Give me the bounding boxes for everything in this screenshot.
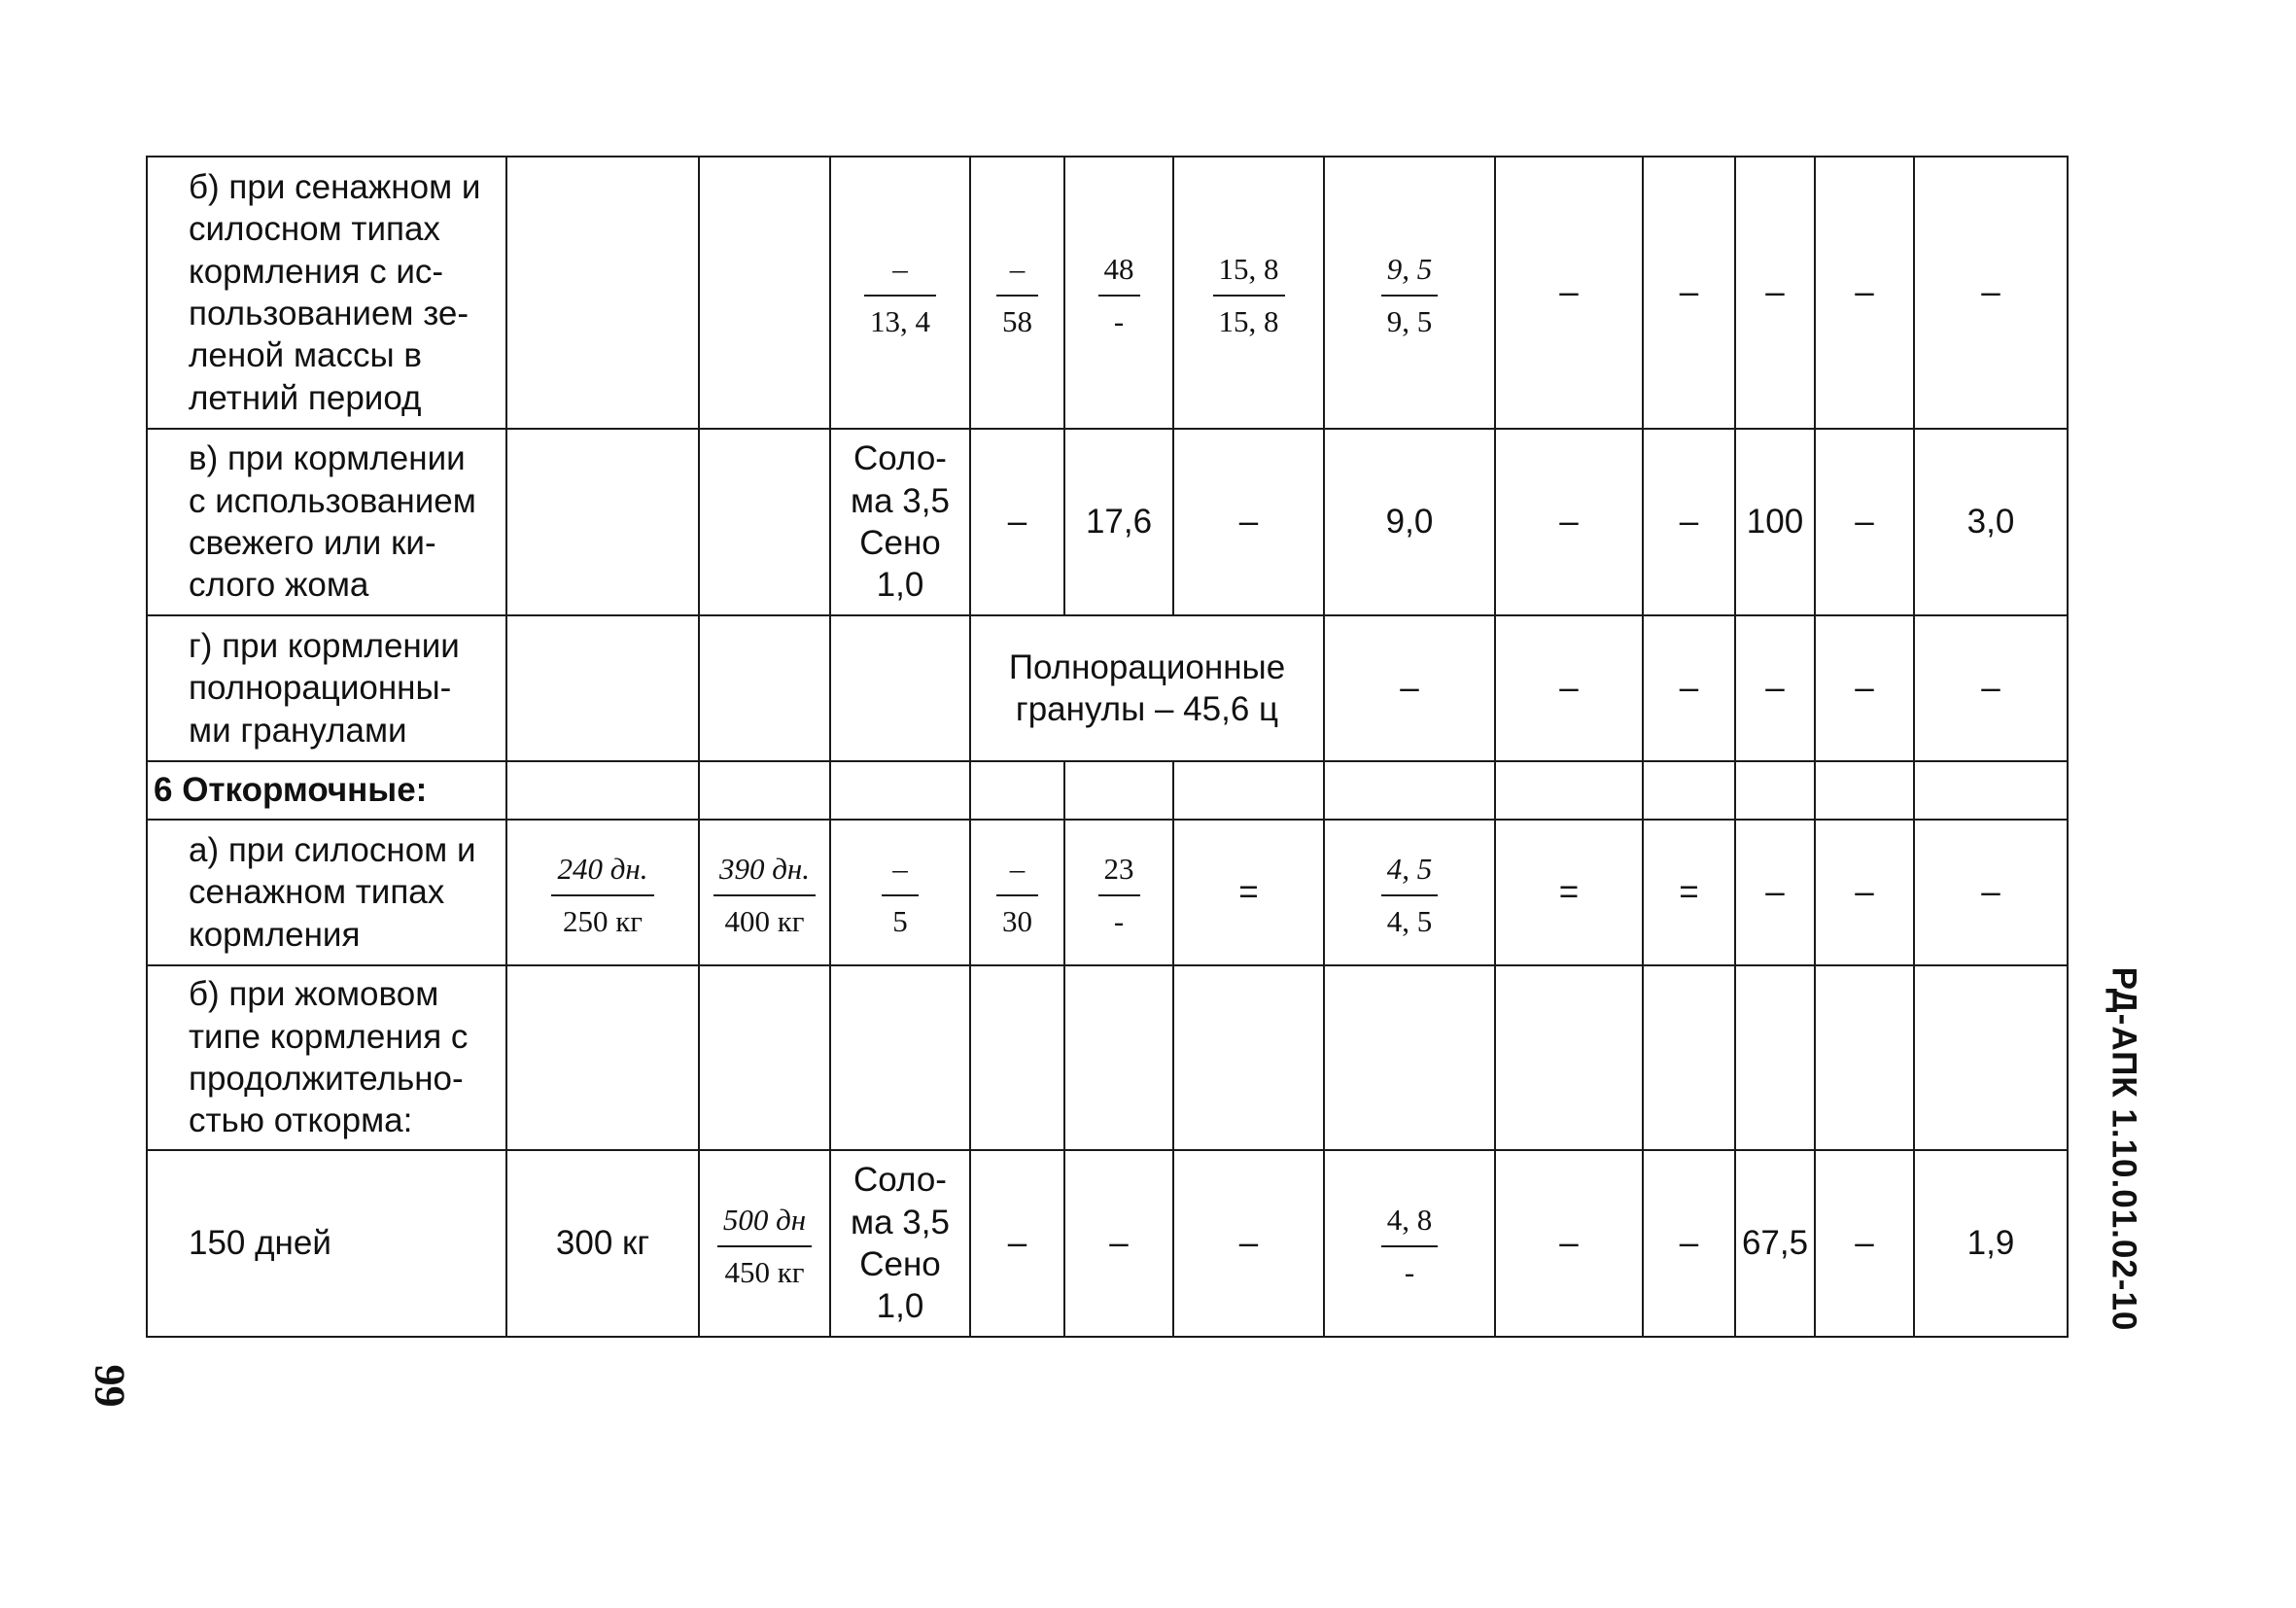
cell-c7: – [1324, 615, 1495, 761]
cell-c2 [699, 157, 830, 429]
cell-c7 [1324, 157, 1495, 429]
page-number-text: 99 [86, 1364, 134, 1407]
cell-c2 [699, 1150, 830, 1337]
cell-c9: = [1643, 820, 1735, 965]
cell-c5 [1064, 820, 1173, 965]
row-label: а) при силосном и сенажном типах кормления [147, 820, 506, 965]
document-code [2104, 906, 2142, 1392]
cell-c8: – [1495, 1150, 1643, 1337]
fraction: $\frac{9, 5}{9, 5}$ [1381, 252, 1439, 338]
cell-c11: – [1815, 615, 1914, 761]
cell-c11: – [1815, 1150, 1914, 1337]
cell-c1 [506, 157, 699, 429]
cell-c11: – [1815, 820, 1914, 965]
table-row [147, 1150, 2068, 1337]
cell-c10: – [1735, 157, 1815, 429]
row-label: в) при кормлении с использованием свежего или ки- слого жома [147, 429, 506, 615]
cell-c8: – [1495, 429, 1643, 615]
row-label: г) при кормлении полнорационны- ми гранулами [147, 615, 506, 761]
row-label: б) при сенажном и силосном типах кормления с ис- пользованием зе- леной массы в летний период [147, 157, 506, 429]
cell-c12: – [1914, 157, 2068, 429]
cell-c1: 300 кг [506, 1150, 699, 1337]
cell-c4 [970, 820, 1064, 965]
fraction: $\frac{390 дн.}{400 кг}$ [713, 852, 816, 938]
fraction: $\frac{500 дн}{450 кг}$ [717, 1203, 812, 1289]
cell-c12: – [1914, 615, 2068, 761]
cell-c11: – [1815, 429, 1914, 615]
table-row [147, 157, 2068, 429]
fraction: $\frac{-}{13, 4}$ [864, 252, 936, 338]
cell-c1 [506, 429, 699, 615]
feed-norms-table [146, 156, 2069, 1338]
cell-c8: = [1495, 820, 1643, 965]
fraction: $\frac{23}{-}$ [1098, 852, 1140, 938]
cell-c4: – [970, 429, 1064, 615]
fraction: $\frac{-}{30}$ [996, 852, 1038, 938]
cell-c1 [506, 820, 699, 965]
cell-c10: – [1735, 615, 1815, 761]
cell-c12: – [1914, 820, 2068, 965]
cell-c5: – [1064, 1150, 1173, 1337]
row-label: 150 дней [147, 1150, 506, 1337]
fraction: $\frac{240 дн.}{250 кг}$ [551, 852, 653, 938]
page-number [86, 1356, 134, 1415]
section-row [147, 761, 2068, 820]
fraction: $\frac{4, 5}{4, 5}$ [1381, 852, 1439, 938]
document-code-text: РД-АПК 1.10.01.02-10 [2105, 966, 2142, 1332]
cell-c3: Соло- ма 3,5 Сено 1,0 [830, 429, 970, 615]
cell-c2 [699, 429, 830, 615]
cell-c2 [699, 820, 830, 965]
cell-c3 [830, 615, 970, 761]
cell-c10: 100 [1735, 429, 1815, 615]
cell-c9: – [1643, 615, 1735, 761]
fraction: $\frac{-}{58}$ [996, 252, 1038, 338]
cell-c6: – [1173, 429, 1324, 615]
cell-c7 [1324, 820, 1495, 965]
merged-cell: Полнорационные гранулы – 45,6 ц [970, 615, 1324, 761]
table-row [147, 820, 2068, 965]
table-row [147, 429, 2068, 615]
cell-c4: – [970, 1150, 1064, 1337]
cell-c4 [970, 157, 1064, 429]
cell-c1 [506, 615, 699, 761]
section-heading: 6 Откормочные: [147, 761, 506, 820]
cell-c11: – [1815, 157, 1914, 429]
fraction: $\frac{15, 8}{15, 8}$ [1213, 252, 1285, 338]
cell-c7 [1324, 1150, 1495, 1337]
cell-c12: 3,0 [1914, 429, 2068, 615]
cell-c10: – [1735, 820, 1815, 965]
cell-c5: 17,6 [1064, 429, 1173, 615]
cell-c6 [1173, 157, 1324, 429]
row-label: б) при жомовом типе кормления с продолжительно- стью откорма: [147, 965, 506, 1150]
cell-c9: – [1643, 429, 1735, 615]
cell-c10: 67,5 [1735, 1150, 1815, 1337]
cell-c3: Соло- ма 3,5 Сено 1,0 [830, 1150, 970, 1337]
cell-c7: 9,0 [1324, 429, 1495, 615]
cell-c6: = [1173, 820, 1324, 965]
fraction: $\frac{4, 8}{-}$ [1381, 1203, 1439, 1289]
cell-c2 [699, 615, 830, 761]
cell-c8: – [1495, 615, 1643, 761]
fraction: $\frac{-}{5}$ [882, 852, 919, 938]
table-row [147, 965, 2068, 1150]
cell-c3 [830, 157, 970, 429]
cell-c12: 1,9 [1914, 1150, 2068, 1337]
cell-c6: – [1173, 1150, 1324, 1337]
cell-c9: – [1643, 1150, 1735, 1337]
cell-c9: – [1643, 157, 1735, 429]
fraction: $\frac{48}{-}$ [1098, 252, 1140, 338]
cell-c8: – [1495, 157, 1643, 429]
table-row [147, 615, 2068, 761]
cell-c5 [1064, 157, 1173, 429]
cell-c3 [830, 820, 970, 965]
